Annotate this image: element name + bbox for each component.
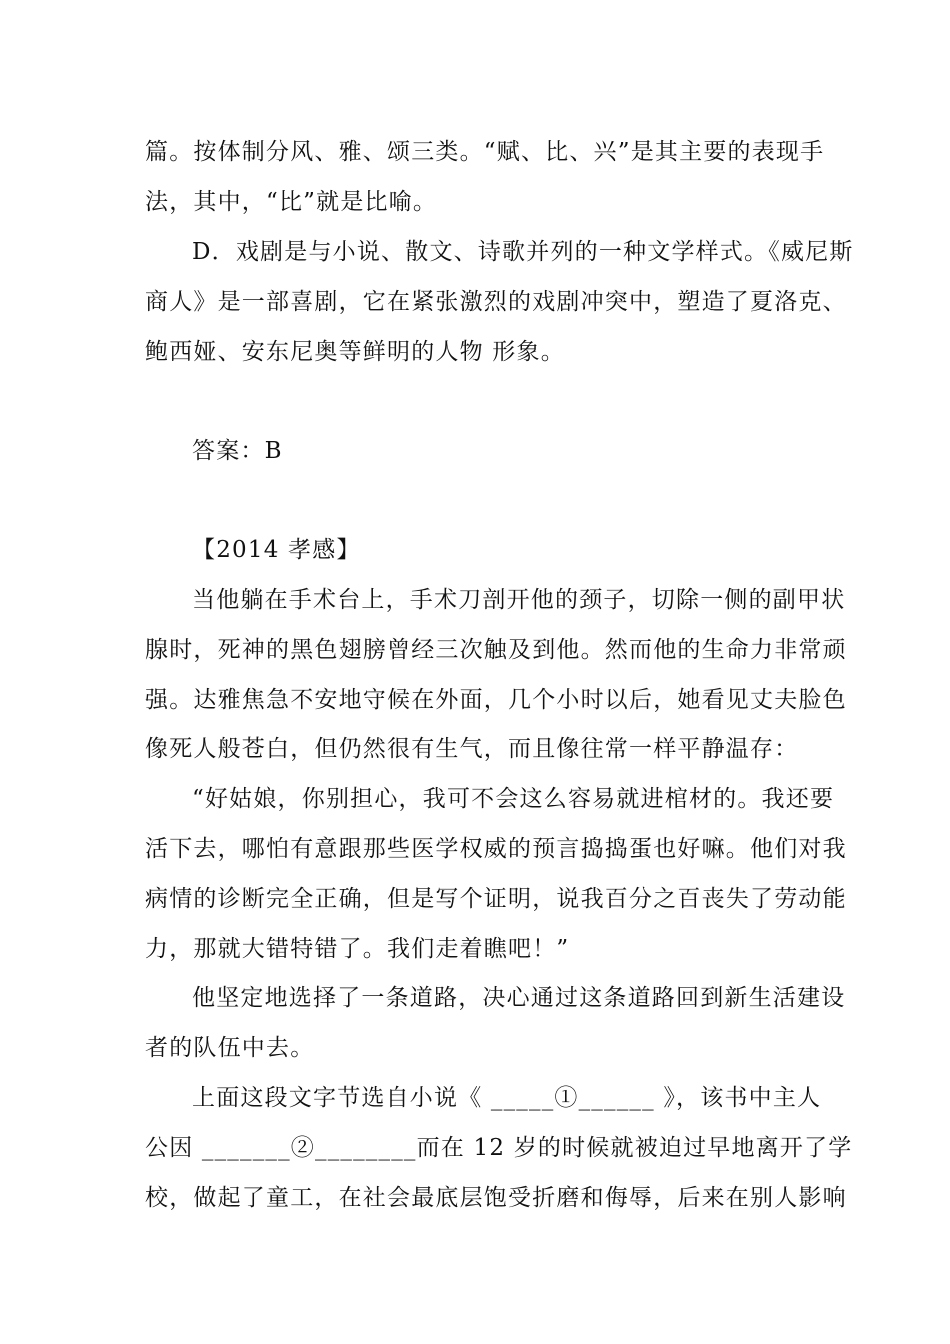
section-heading: 【2014 孝感】 bbox=[192, 537, 361, 563]
text-line: 鲍西娅、安东尼奥等鲜明的人物 形象。 bbox=[145, 339, 565, 365]
text-line: 篇。按体制分风、雅、颂三类。“赋、比、兴”是其主要的表现手 bbox=[145, 139, 825, 165]
text-line: 强。达雅焦急不安地守候在外面，几个小时以后，她看见丈夫脸色 bbox=[145, 687, 847, 713]
text-line: 力，那就大错特错了。我们走着瞧吧！” bbox=[145, 936, 570, 962]
option-d-line: D．戏剧是与小说、散文、诗歌并列的一种文学样式。《威尼斯 bbox=[192, 239, 854, 265]
text-line: 法，其中，“比”就是比喻。 bbox=[145, 189, 438, 215]
text-line: 病情的诊断完全正确，但是写个证明，说我百分之百丧失了劳动能 bbox=[145, 886, 847, 912]
text-line: 商人》是一部喜剧，它在紧张激烈的戏剧冲突中，塑造了夏洛克、 bbox=[145, 289, 847, 315]
text-line: 者的队伍中去。 bbox=[145, 1035, 315, 1061]
text-line: 活下去，哪怕有意跟那些医学权威的预言捣捣蛋也好嘛。他们对我 bbox=[145, 836, 847, 862]
text-line: 腺时，死神的黑色翅膀曾经三次触及到他。然而他的生命力非常顽 bbox=[145, 637, 847, 663]
question-line: 上面这段文字节选自小说《 _____①______ 》，该书中主人 bbox=[192, 1085, 822, 1111]
question-line: 公因 _______②________而在 12 岁的时候就被迫过早地离开了学 bbox=[145, 1135, 853, 1161]
text-line: 他坚定地选择了一条道路，决心通过这条道路回到新生活建设 bbox=[192, 985, 846, 1011]
answer-line: 答案：B bbox=[192, 438, 283, 464]
text-line: “好姑娘，你别担心，我可不会这么容易就进棺材的。我还要 bbox=[192, 786, 835, 812]
text-line: 校，做起了童工，在社会最底层饱受折磨和侮辱，后来在别人影响 bbox=[145, 1185, 847, 1211]
text-line: 当他躺在手术台上，手术刀剖开他的颈子，切除一侧的副甲状 bbox=[192, 587, 846, 613]
text-line: 像死人般苍白，但仍然很有生气，而且像往常一样平静温存： bbox=[145, 736, 799, 762]
